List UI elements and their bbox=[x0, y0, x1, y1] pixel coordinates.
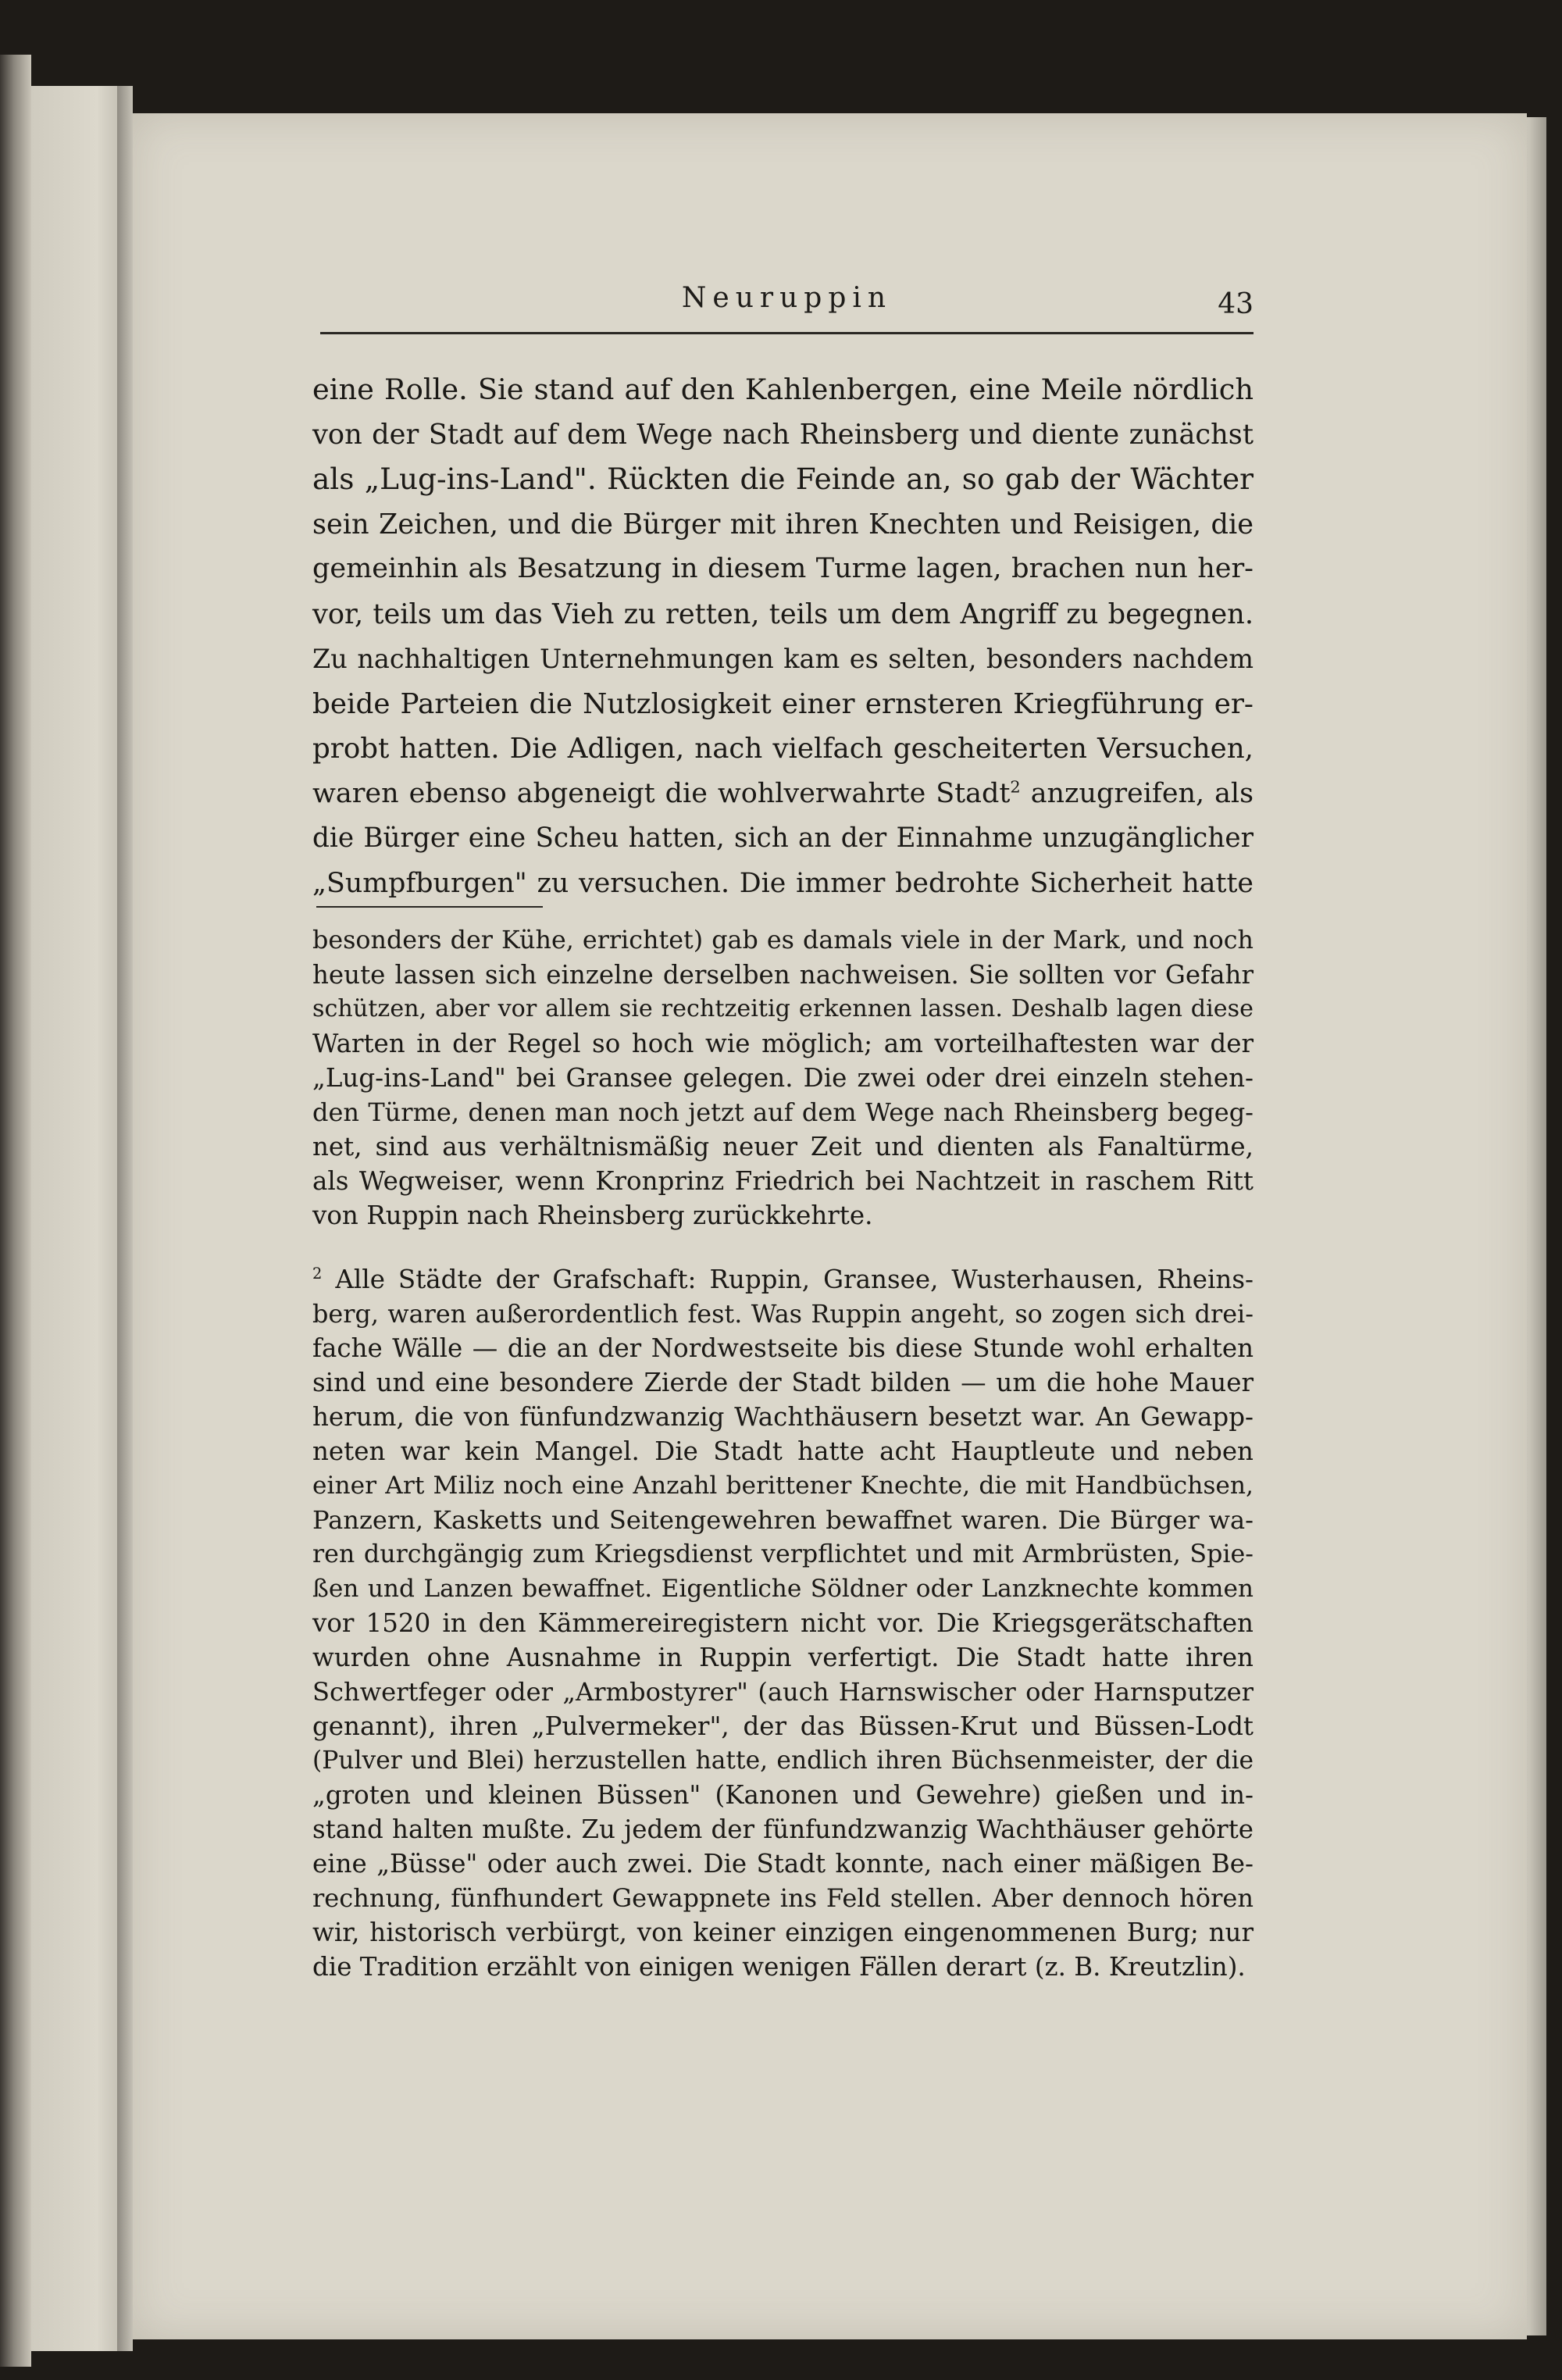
footnote-line: wurden ohne Ausnahme in Ruppin verfertigt. Die Stadt hatte ihren bbox=[312, 1643, 1254, 1672]
footnote-line: berg, waren außerordentlich fest. Was Ruppin angeht, so zogen sich drei- bbox=[312, 1299, 1254, 1329]
text-line: „Sumpfburgen" zu versuchen. Die immer bedrohte Sicherheit hatte bbox=[312, 867, 1254, 899]
footnote-line: die Tradition erzählt von einigen wenigen Fällen derart (z. B. Kreutzlin). bbox=[312, 1952, 1246, 1982]
footnote-line: Schwertfeger oder „Armbostyrer" (auch Harnswischer oder Harnsputzer bbox=[312, 1677, 1254, 1707]
footnote-separator bbox=[316, 906, 543, 908]
book-spine-edge bbox=[0, 55, 31, 2367]
footnote-line: schützen, aber vor allem sie rechtzeitig erkennen lassen. Deshalb lagen diese bbox=[312, 995, 1254, 1022]
footnote-line: stand halten mußte. Zu jedem der fünfundzwanzig Wachthäuser gehörte bbox=[312, 1814, 1254, 1844]
footnote-reference: 2 bbox=[1010, 776, 1021, 796]
text-line: probt hatten. Die Adligen, nach vielfach gescheiterten Versuchen, bbox=[312, 733, 1254, 765]
text-line: beide Parteien die Nutzlosigkeit einer ernsteren Kriegführung er- bbox=[312, 687, 1254, 720]
text-line: vor, teils um das Vieh zu retten, teils um dem Angriff zu begegnen. bbox=[312, 598, 1254, 630]
footnote-line: fache Wälle — die an der Nordwestseite bis diese Stunde wohl erhalten bbox=[312, 1333, 1254, 1363]
footnote-line: ren durchgängig zum Kriegsdienst verpflichtet und mit Armbrüsten, Spie- bbox=[312, 1540, 1254, 1568]
footnote-line: „groten und kleinen Büssen" (Kanonen und Gewehre) gießen und in- bbox=[312, 1780, 1254, 1810]
text-line: gemeinhin als Besatzung in diesem Turme lagen, brachen nun her- bbox=[312, 553, 1254, 584]
footnote-line: Panzern, Kasketts und Seitengewehren bewaffnet waren. Die Bürger wa- bbox=[312, 1505, 1254, 1535]
text-line: von der Stadt auf dem Wege nach Rheinsberg und diente zunächst bbox=[312, 418, 1254, 451]
footnote-line: net, sind aus verhältnismäßig neuer Zeit und dienten als Fanaltürme, bbox=[312, 1132, 1254, 1161]
footnote-line bbox=[312, 1262, 1254, 1297]
footnote-line: rechnung, fünfhundert Gewappnete ins Feld stellen. Aber dennoch hören bbox=[312, 1883, 1254, 1913]
footnote-line: wir, historisch verbürgt, von keiner einzigen eingenommenen Burg; nur bbox=[312, 1918, 1254, 1947]
text-line: als „Lug-ins-Land". Rückten die Feinde an, so gab der Wächter bbox=[312, 462, 1254, 496]
footnote-line: als Wegweiser, wenn Kronprinz Friedrich bei Nachtzeit in raschem Ritt bbox=[312, 1166, 1254, 1196]
footnote-line: „Lug-ins-Land" bei Gransee gelegen. Die zwei oder drei einzeln stehen- bbox=[312, 1063, 1254, 1093]
footnote-line: neten war kein Mangel. Die Stadt hatte acht Hauptleute und neben bbox=[312, 1436, 1254, 1466]
footnotes bbox=[312, 923, 1254, 1984]
footnote-line: besonders der Kühe, errichtet) gab es damals viele in der Mark, und noch bbox=[312, 926, 1254, 954]
text-line: eine Rolle. Sie stand auf den Kahlenbergen, eine Meile nördlich bbox=[312, 373, 1254, 406]
footnote-line: von Ruppin nach Rheinsberg zurückkehrte. bbox=[312, 1201, 873, 1230]
main-text bbox=[312, 367, 1254, 906]
page-number: 43 bbox=[1218, 288, 1254, 320]
text-line: Zu nachhaltigen Unternehmungen kam es selten, besonders nachdem bbox=[312, 644, 1254, 674]
text-segment: Alle Städte der Grafschaft: Ruppin, Gransee, Wusterhausen, Rheins- bbox=[322, 1265, 1254, 1294]
book-gutter bbox=[117, 86, 133, 2351]
facing-page-edge bbox=[31, 86, 125, 2351]
footnote-marker: 2 bbox=[312, 1265, 323, 1283]
text-line: die Bürger eine Scheu hatten, sich an der Einnahme unzugänglicher bbox=[312, 822, 1254, 854]
footnote-line: einer Art Miliz noch eine Anzahl berittener Knechte, die mit Handbüchsen, bbox=[312, 1472, 1254, 1500]
footnote-line: genannt), ihren „Pulvermeker", der das Büssen-Krut und Büssen-Lodt bbox=[312, 1711, 1254, 1741]
footnote-line: heute lassen sich einzelne derselben nachweisen. Sie sollten vor Gefahr bbox=[312, 960, 1254, 990]
footnote-line: (Pulver und Blei) herzustellen hatte, endlich ihren Büchsenmeister, der die bbox=[312, 1747, 1254, 1775]
footnote-line: den Türme, denen man noch jetzt auf dem Wege nach Rheinsberg begeg- bbox=[312, 1097, 1254, 1127]
footnote-1-continuation bbox=[312, 923, 1254, 1233]
footnote-2 bbox=[312, 1262, 1254, 1984]
running-title: Neuruppin bbox=[681, 282, 893, 314]
page-header bbox=[320, 277, 1254, 334]
text-segment: waren ebenso abgeneigt die wohlverwahrte Stadt bbox=[312, 777, 1011, 809]
footnote-line: eine „Büsse" oder auch zwei. Die Stadt konnte, nach einer mäßigen Be- bbox=[312, 1849, 1254, 1879]
footnote-line: ßen und Lanzen bewaffnet. Eigentliche Söldner oder Lanzknechte kommen bbox=[312, 1575, 1254, 1603]
text-segment: anzugreifen, als bbox=[1020, 777, 1254, 809]
footnote-line: herum, die von fünfundzwanzig Wachthäusern besetzt war. An Gewapp- bbox=[312, 1402, 1254, 1432]
text-line: sein Zeichen, und die Bürger mit ihren Knechten und Reisigen, die bbox=[312, 508, 1254, 541]
footnote-line: sind und eine besondere Zierde der Stadt bilden — um die hohe Mauer bbox=[312, 1368, 1254, 1397]
text-line-with-footnote-ref bbox=[312, 772, 1254, 817]
footnote-line: vor 1520 in den Kämmereiregistern nicht vor. Die Kriegsgerätschaften bbox=[312, 1608, 1254, 1638]
footnote-line: Warten in der Regel so hoch wie möglich; am vorteilhaftesten war der bbox=[312, 1029, 1254, 1058]
